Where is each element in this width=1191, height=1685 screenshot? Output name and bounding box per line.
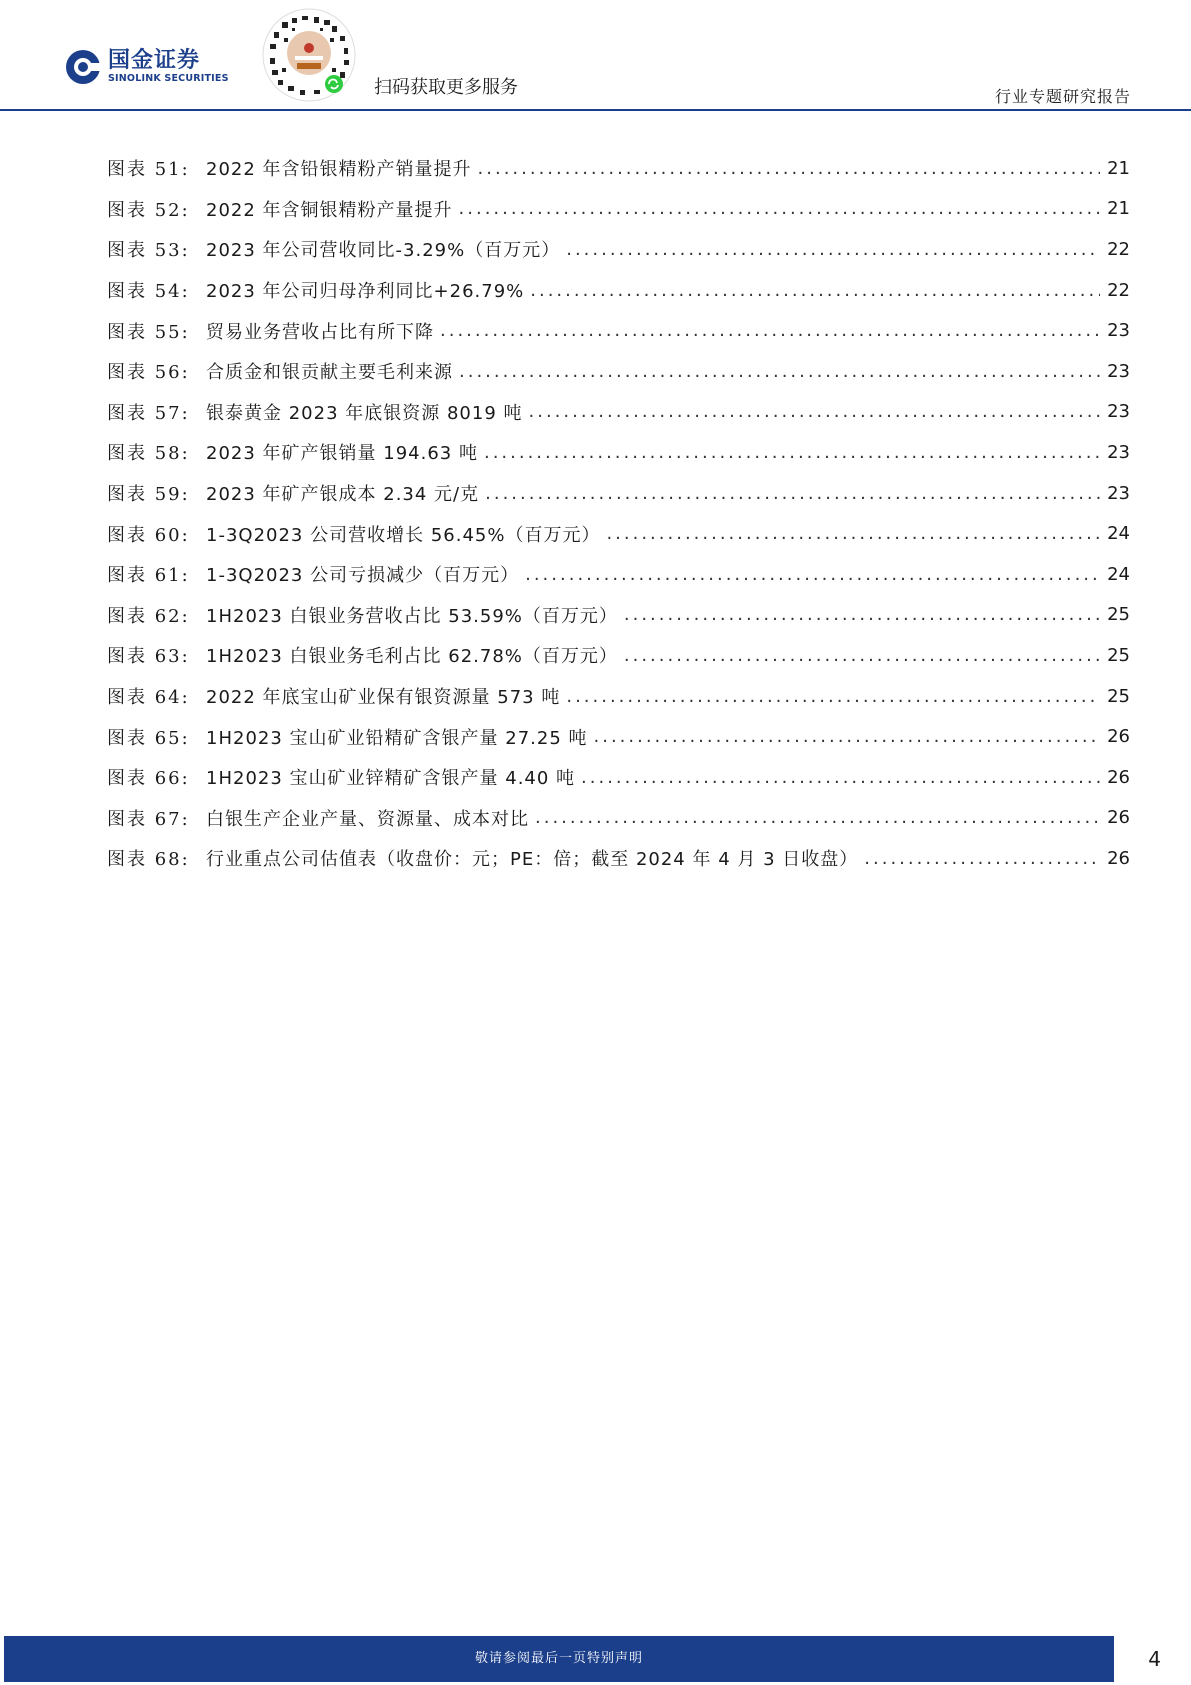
toc-label: 图表 59: [107,484,190,506]
toc-entry[interactable] [107,595,1130,636]
logo-en-text: SINOLINK SECURITIES [108,73,229,84]
toc-title: 1H2023 白银业务毛利占比 62.78%（百万元） [206,646,618,668]
toc-title: 2023 年矿产银销量 194.63 吨 [206,443,478,465]
toc-title: 2023 年矿产银成本 2.34 元/克 [206,484,480,506]
qr-code-icon[interactable] [262,8,356,102]
toc-leader [566,686,1100,707]
toc-entry[interactable] [107,432,1130,473]
toc-entry[interactable] [107,392,1130,433]
toc-page: 23 [1107,482,1130,504]
toc-page: 24 [1107,523,1130,545]
toc-leader [485,483,1100,504]
toc-leader [624,604,1100,625]
toc-leader [530,280,1100,301]
toc-title: 行业重点公司估值表（收盘价：元；PE：倍；截至 2024 年 4 月 3 日收盘） [206,849,859,871]
toc-entry[interactable] [107,148,1130,189]
toc-label: 图表 51: [107,159,190,181]
toc-page: 22 [1107,238,1130,260]
toc-label: 图表 62: [107,605,190,627]
toc-title: 1H2023 宝山矿业锌精矿含银产量 4.40 吨 [206,768,576,790]
toc-page: 25 [1107,604,1130,626]
toc-label: 图表 65: [107,727,190,749]
toc-label: 图表 64: [107,687,190,709]
toc-leader [459,361,1100,382]
toc-title: 银泰黄金 2023 年底银资源 8019 吨 [206,402,523,424]
figure-list [107,148,1130,879]
toc-title: 合质金和银贡献主要毛利来源 [206,362,453,384]
toc-title: 1H2023 宝山矿业铅精矿含银产量 27.25 吨 [206,727,588,749]
toc-entry[interactable] [107,798,1130,839]
toc-label: 图表 58: [107,443,190,465]
toc-label: 图表 66: [107,768,190,790]
toc-title: 1-3Q2023 公司营收增长 56.45%（百万元） [206,524,601,546]
header-divider [0,109,1191,111]
toc-leader [484,442,1100,463]
company-logo [64,48,229,86]
toc-leader [459,198,1100,219]
logo-cn-text: 国金证券 [108,48,201,73]
toc-label: 图表 56: [107,362,190,384]
toc-leader [529,401,1100,422]
toc-title: 2022 年底宝山矿业保有银资源量 573 吨 [206,687,561,709]
toc-page: 21 [1107,157,1130,179]
toc-label: 图表 57: [107,402,190,424]
toc-label: 图表 52: [107,199,190,221]
toc-page: 22 [1107,279,1130,301]
toc-leader [581,767,1100,788]
toc-entry[interactable] [107,189,1130,230]
report-type: 行业专题研究报告 [994,87,1131,106]
toc-title: 1-3Q2023 公司亏损减少（百万元） [206,565,520,587]
toc-entry[interactable] [107,513,1130,554]
toc-page: 24 [1107,563,1130,585]
toc-leader [864,848,1100,869]
toc-page: 23 [1107,401,1130,423]
toc-leader [478,158,1100,179]
toc-title: 2022 年含铅银精粉产销量提升 [206,159,472,181]
toc-entry[interactable] [107,270,1130,311]
toc-entry[interactable] [107,473,1130,514]
toc-title: 2022 年含铜银精粉产量提升 [206,199,453,221]
toc-leader [535,807,1100,828]
page-header [0,0,1191,112]
toc-entry[interactable] [107,838,1130,879]
toc-title: 贸易业务营收占比有所下降 [206,321,434,343]
toc-label: 图表 68: [107,849,190,871]
toc-page: 23 [1107,360,1130,382]
toc-entry[interactable] [107,229,1130,270]
toc-leader [594,726,1101,747]
toc-page: 26 [1107,807,1130,829]
toc-page: 23 [1107,320,1130,342]
toc-entry[interactable] [107,554,1130,595]
toc-page: 23 [1107,441,1130,463]
toc-entry[interactable] [107,757,1130,798]
qr-caption: 扫码获取更多服务 [374,77,518,98]
toc-label: 图表 55: [107,321,190,343]
page-number: 4 [1148,1647,1161,1671]
toc-title: 2023 年公司营收同比-3.29%（百万元） [206,240,561,262]
toc-label: 图表 60: [107,524,190,546]
toc-page: 26 [1107,766,1130,788]
toc-leader [624,645,1100,666]
footer-disclaimer[interactable]: 敬请参阅最后一页特别声明 [474,1651,643,1666]
toc-leader [606,523,1100,544]
toc-label: 图表 53: [107,240,190,262]
toc-entry[interactable] [107,676,1130,717]
toc-leader [566,239,1100,260]
toc-label: 图表 67: [107,808,190,830]
toc-title: 1H2023 白银业务营收占比 53.59%（百万元） [206,605,618,627]
toc-label: 图表 63: [107,646,190,668]
toc-leader [440,320,1100,341]
toc-title: 2023 年公司归母净利同比+26.79% [206,281,525,303]
toc-label: 图表 54: [107,281,190,303]
toc-page: 26 [1107,847,1130,869]
toc-title: 白银生产企业产量、资源量、成本对比 [206,808,529,830]
logo-mark-icon [64,48,102,86]
toc-entry[interactable] [107,351,1130,392]
toc-leader [525,564,1100,585]
toc-entry[interactable] [107,310,1130,351]
toc-page: 25 [1107,685,1130,707]
footer-bar [4,1636,1114,1682]
toc-label: 图表 61: [107,565,190,587]
toc-entry[interactable] [107,716,1130,757]
toc-page: 25 [1107,644,1130,666]
toc-page: 21 [1107,198,1130,220]
toc-entry[interactable] [107,635,1130,676]
toc-page: 26 [1107,726,1130,748]
